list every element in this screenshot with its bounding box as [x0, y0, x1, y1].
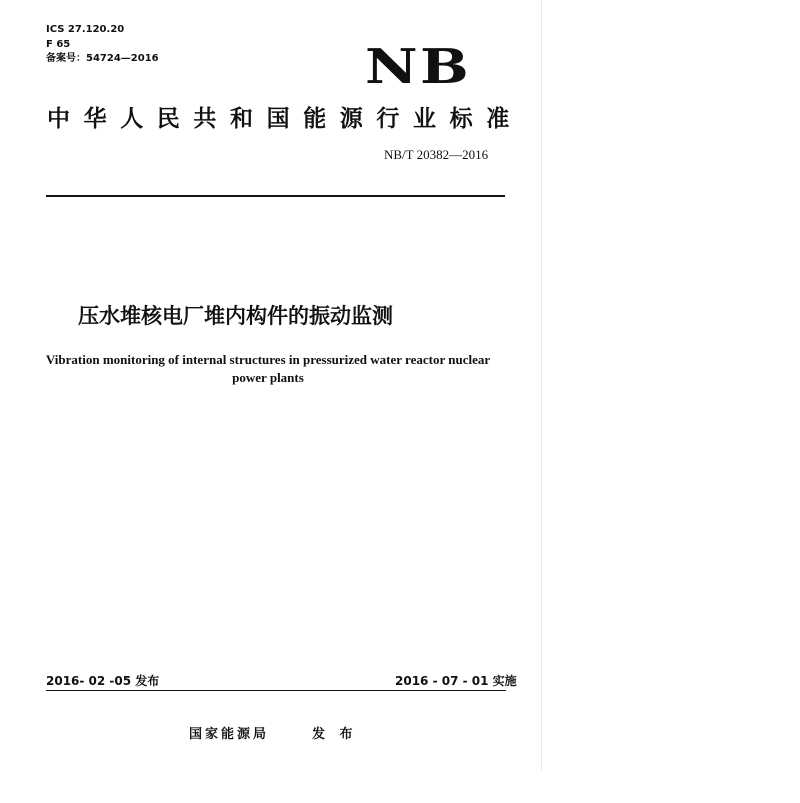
page-edge-line: [541, 0, 542, 770]
filing-number: 备案号：54724—2016: [46, 53, 159, 64]
publish-date: 2016- 02 -05 发布: [46, 674, 160, 688]
title-en-line1: Vibration monitoring of internal structures in pressurized water reactor nuclear: [45, 352, 491, 367]
title-en-line2: power plants: [232, 370, 304, 385]
title-en: [28, 351, 508, 387]
org-name-cn: 中华人民共和国能源行业标准: [47, 106, 523, 132]
title-cn: 压水堆核电厂堆内构件的振动监测: [78, 304, 393, 328]
issuer-name: 国家能源局: [189, 727, 270, 742]
top-divider: [46, 195, 505, 197]
standard-number: NB/T 20382—2016: [384, 147, 489, 162]
category-code: F 65: [46, 39, 71, 50]
bottom-divider: [46, 690, 506, 691]
nb-logo: NB: [365, 39, 472, 95]
ics-code: ICS 27.120.20: [46, 24, 125, 35]
implement-date: 2016 - 07 - 01 实施: [395, 674, 517, 688]
issuer-action: 发 布: [312, 727, 358, 742]
